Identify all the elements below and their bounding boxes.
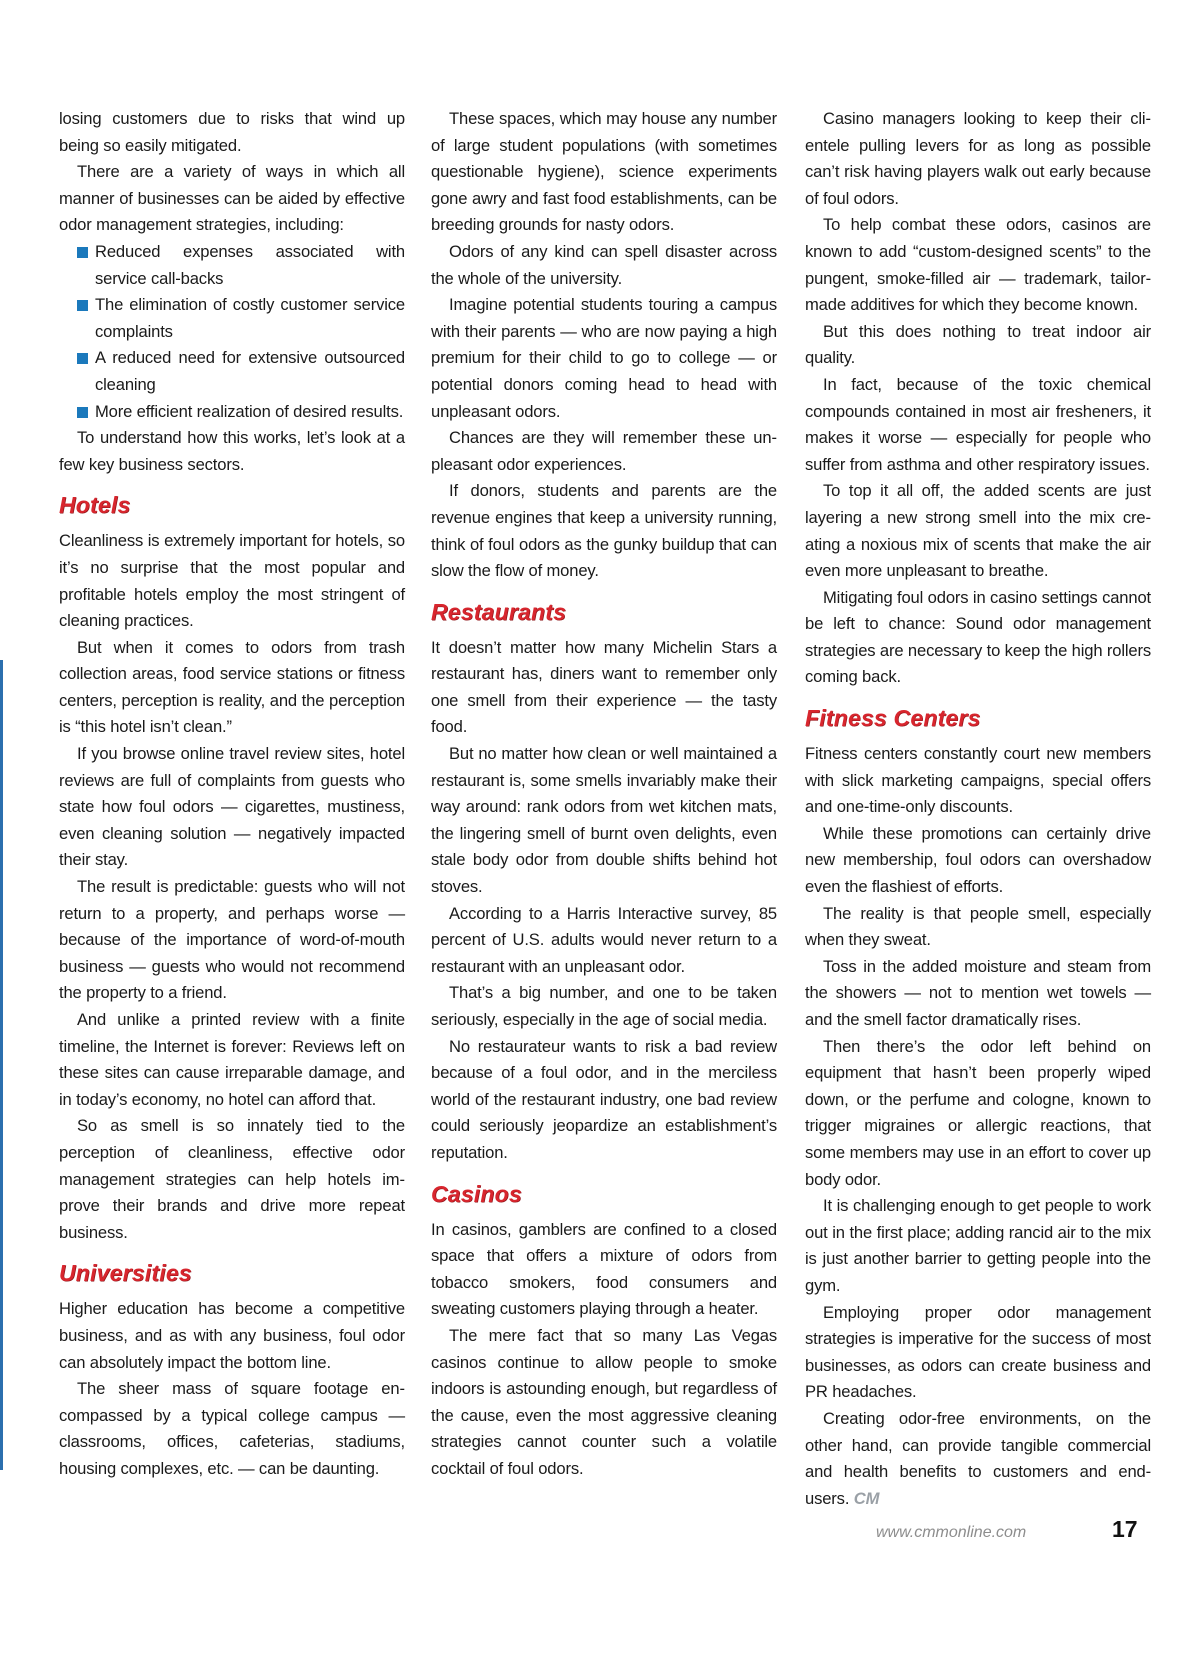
page-edge-strip [0, 660, 3, 1470]
column-3 [805, 106, 1151, 1512]
list-item [59, 399, 405, 426]
list-item [59, 292, 405, 345]
paragraph: Then there’s the odor left behind on equipment that hasn’t been properly wiped down, or the perfume and cologne, known to trigger migraines or allergic reactions, that some members may use in an effort to cover up body odor. [805, 1036, 1151, 1189]
paragraph: That’s a big number, and one to be taken seriously, especially in the age of social media. [431, 983, 777, 1029]
paragraph: Mitigating foul odors in casino settings cannot be left to chance: Sound odor management strategies are necessary to keep the high rollers coming back. [805, 587, 1151, 687]
paragraph: While these promotions can certainly drive new membership, foul odors can overshadow even the flashiest of efforts. [805, 823, 1151, 897]
square-bullet-icon [77, 247, 88, 258]
section-heading-restaurants: Restaurants [431, 598, 567, 625]
square-bullet-icon [77, 407, 88, 418]
paragraph: So as smell is so innately tied to the perception of cleanliness, effective odor management strategies can help hotels improve their brands and drive more repeat business. [59, 1116, 405, 1242]
column-1 [59, 106, 405, 1483]
paragraph: If you browse online travel review sites, hotel reviews are full of complaints from guests who state how foul odors — cigarettes, mustiness, even cleaning solution — negatively impacted their stay. [59, 744, 405, 870]
list-item-text: More efficient realization of desired results. [95, 401, 404, 421]
list-item-text: The elimination of costly customer service complaints [95, 295, 405, 341]
paragraph: To top it all off, the added scents are just layering a new strong smell into the mix creating a noxious mix of scents that make the air even more unpleasant to breathe. [805, 481, 1151, 581]
paragraph: To understand how this works, let’s look at a few key business sectors. [59, 428, 405, 474]
paragraph: The result is predictable: guests who will not return to a property, and perhaps worse — because of the importance of word-of-mouth business — guests who would not recommend the property to a friend. [59, 877, 405, 1003]
list-item-text: A reduced need for extensive outsourced cleaning [95, 348, 405, 394]
paragraph: It is challenging enough to get people to work out in the first place; adding rancid air to the mix is just another barrier to getting people into the gym. [805, 1196, 1151, 1295]
paragraph: Casino managers looking to keep their clientele pulling levers for as long as possible can’t risk having players walk out early because of foul odors. [805, 109, 1151, 208]
section-heading-casinos: Casinos [431, 1180, 522, 1207]
paragraph: To help combat these odors, casinos are known to add “custom-designed scents” to the pungent, smoke-filled air — trademark, tailor-made additives for which they become known. [805, 215, 1151, 315]
section-heading-fitness-centers: Fitness Centers [805, 705, 981, 732]
paragraph: The reality is that people smell, especially when they sweat. [805, 903, 1151, 950]
paragraph: Higher education has become a competitive business, and as with any business, foul odor can absolutely impact the bottom line. [59, 1299, 405, 1372]
paragraph: But when it comes to odors from trash collection areas, food service stations or fitness centers, perception is reality, and the perception is “this hotel isn’t clean.” [59, 637, 405, 737]
paragraph: But this does nothing to treat indoor air quality. [805, 321, 1151, 368]
paragraph: These spaces, which may house any number of large student populations (with sometimes questionable hygiene), science experiments gone awry and fast food establishments, can be breeding grounds for nasty odors. [431, 109, 777, 235]
column-2 [431, 106, 777, 1483]
list-item [59, 345, 405, 398]
paragraph: In fact, because of the toxic chemical compounds contained in most air fresheners, it makes it worse — especially for people who suffer from asthma and other respiratory issues. [805, 374, 1151, 474]
square-bullet-icon [77, 300, 88, 311]
benefits-list [59, 239, 405, 425]
square-bullet-icon [77, 353, 88, 364]
section-heading-hotels: Hotels [59, 492, 131, 519]
paragraph: Odors of any kind can spell disaster across the whole of the university. [431, 241, 777, 288]
paragraph: Fitness centers constantly court new members with slick marketing campaigns, special offers and one-time-only discounts. [805, 744, 1151, 817]
paragraph: In casinos, gamblers are confined to a closed space that offers a mixture of odors from tobacco smokers, food consumers and sweating customers playing through a heater. [431, 1219, 777, 1319]
paragraph: According to a Harris Interactive survey, 85 percent of U.S. adults would never return to a restaurant with an unpleasant odor. [431, 903, 777, 976]
paragraph: The sheer mass of square footage encompassed by a typical college campus — classrooms, offices, cafeterias, stadiums, housing complexes, etc. — can be daunting. [59, 1379, 405, 1478]
paragraph: Cleanliness is extremely important for hotels, so it’s no surprise that the most popular and profitable hotels employ the most stringent of cleaning practices. [59, 531, 405, 631]
paragraph: Toss in the added moisture and steam from the showers — not to mention wet towels — and the smell factor dramatically rises. [805, 956, 1151, 1029]
paragraph: But no matter how clean or well maintained a restaurant is, some smells invariably make their way around: rank odors from wet kitchen mats, the lingering smell of burnt oven delights, even stale body odor from double shifts behind hot stoves. [431, 744, 777, 897]
paragraph: And unlike a printed review with a finite timeline, the Internet is forever: Reviews left on these sites can cause irreparable damage, and in today’s economy, no hotel can afford that. [59, 1010, 405, 1109]
paragraph: The mere fact that so many Las Vegas casinos continue to allow people to smoke indoors is astounding enough, but regardless of the cause, even the most aggressive cleaning strategies cannot counter such a volatile cocktail of foul odors. [431, 1325, 777, 1478]
list-item [59, 239, 405, 292]
page-number: 17 [1112, 1516, 1138, 1542]
paragraph: If donors, students and parents are the revenue engines that keep a university running, think of foul odors as the gunky buildup that can slow the flow of money. [431, 481, 777, 581]
paragraph: losing customers due to risks that wind up being so easily mitigated. [59, 109, 405, 155]
paragraph [805, 1406, 1151, 1512]
paragraph: It doesn’t matter how many Michelin Stars a restaurant has, diners want to remember only one smell from their experience — the tasty food. [431, 637, 777, 737]
end-mark-logo: CM [853, 1488, 880, 1508]
paragraph: Employing proper odor management strategies is imperative for the success of most businesses, as odors can create business and PR headaches. [805, 1302, 1151, 1402]
section-heading-universities: Universities [59, 1260, 192, 1287]
paragraph: Imagine potential students touring a campus with their parents — who are now paying a high premium for their child to go to college — or potential donors coming head to head with unpleasant odors. [431, 295, 777, 421]
list-item-text: Reduced expenses associated with service call-backs [95, 241, 405, 288]
footer-url-link[interactable]: www.cmmonline.com [876, 1524, 1027, 1541]
paragraph: There are a variety of ways in which all manner of businesses can be aided by effective odor management strategies, including: [59, 162, 405, 235]
paragraph: Chances are they will remember these unpleasant odor experiences. [431, 428, 777, 474]
paragraph-text: Creating odor-free environments, on the other hand, can provide tangible commercial and health benefits to customers and end-users. [805, 1408, 1151, 1508]
paragraph: No restaurateur wants to risk a bad review because of a foul odor, and in the merciless world of the restaurant industry, one bad review could seriously jeopardize an establishment’s reputation. [431, 1036, 777, 1162]
